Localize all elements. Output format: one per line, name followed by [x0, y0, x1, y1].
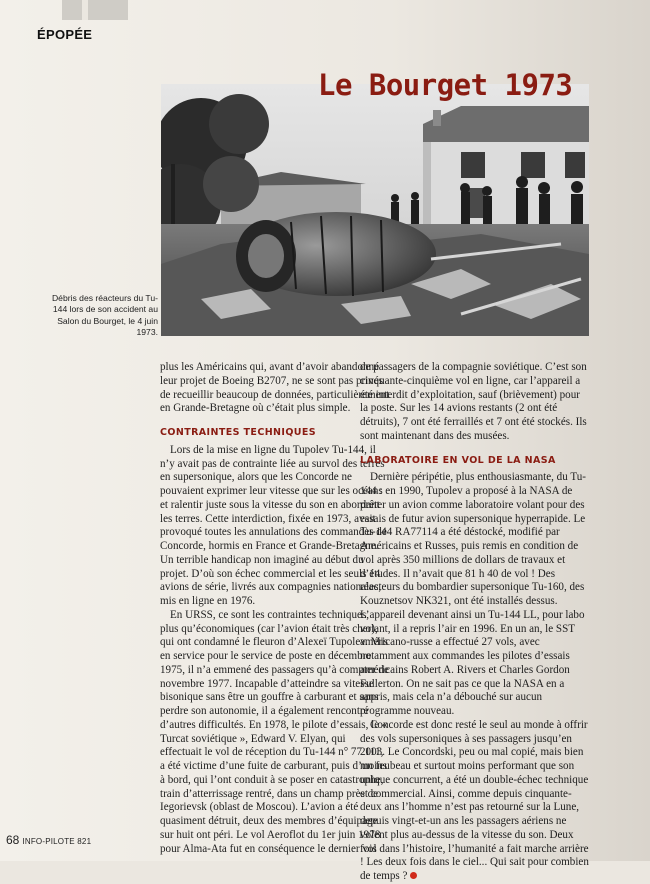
header-decoration — [62, 0, 128, 20]
left-column-paragraph: Lors de la mise en ligne du Tupolev Tu-144, il n’y avait pas de contrainte liée au survol des terres en supersonique, alors que les Concorde ne pouvaient exprimer leur vitesse que sur les océans et ralentir juste sous la vitesse du son en abordant les terres. Cette interdiction, fixée en 1973, avait provoqué toutes les annulations des commandes de Concorde, hormis en France et Grande-Bretagne. Un terrible handicap non imaginé au début du projet. D’où son échec commercial et les seuls 14 avions de série, livrés aux compagnies nationales, mis en ligne en 1976. — [160, 443, 387, 607]
right-column-paragraph: Dernière péripétie, plus enthousiasmante, du Tu-144 : en 1990, Tupolev a proposé à la NASA de prêter un avion comme laboratoire volant pour des essais de futur avion supersonique hyperrapide. Le Tu-144 RA77114 a été déstocké, modifié par Américains et Russes, puis remis en condition de vol après 350 millions de dollars de travaux et d’études. Il n’avait que 81 h 40 de vol ! Des réacteurs du bombardier supersonique Tu-160, des Kouznetsov NK321, ont été installés dessus. L’appareil devenant ainsi un Tu-144 LL, pour labo volant, il a repris l’air en 1996. En un an, le SST américano-russe a effectué 27 vols, avec notamment aux commandes les pilotes d’essais américains Robert A. Rivers et Charles Gordon Fullerton. On ne sait pas ce que la NASA en a appris, mais cela n’a débouché sur aucun programme nouveau. — [360, 471, 586, 717]
left-column-paragraph: En URSS, ce sont les contraintes techniques, plus qu’économiques (car l’avion était très cher), qui ont condamné le fleuron d’Alexeï Tupolev. Mis en service pour le service de poste en décembre 1975, il n’a emmené des passagers qu’à compter de novembre 1977. Incapable d’atteindre sa vitesse bisonique sans être un gouffre à carburant et sans perdre son autonomie, il a également rencontré d’autres difficultés. En 1978, le pilote d’essais, le « Turcat soviétique », Edward V. Elyan, qui effectuait le vol de réception du Tu-144 n° 77 111, a été victime d’une fuite de carburant, puis d’un feu à bord, qui l’ont conduit à se poser en catastrophe, train d’atterrissage rentré, dans un champ près de Iegorievsk (oblast de Moscou). L’avion a été quasiment détruit, deux des membres d’équipage sur huit ont péri. Le vol Aeroflot du 1er juin 1978 pour Alma-Ata fut en conséquence le dernier vol — [160, 608, 390, 855]
left-column-intro: plus les Américains qui, avant d’avoir abandonné leur projet de Boeing B2707, ne se sont pas privés de recueillir beaucoup de données, particulièrement en Grande-Bretagne où c’était plus simple. — [160, 361, 390, 415]
subhead-laboratoire: LABORATOIRE EN VOL DE LA NASA — [360, 454, 556, 466]
right-column-paragraph — [360, 719, 590, 884]
magazine-name: INFO-PILOTE 821 — [22, 837, 92, 846]
subhead-contraintes: CONTRAINTES TECHNIQUES — [160, 427, 317, 438]
photo-illustration — [161, 84, 589, 336]
left-column — [160, 361, 390, 856]
photo-caption: Débris des réacteurs du Tu-144 lors de son accident au Salon du Bourget, le 4 juin 1973. — [51, 293, 158, 338]
right-column — [360, 361, 590, 884]
right-column-intro: de passagers de la compagnie soviétique. C’est son cinquante-cinquième vol en ligne, car l’appareil a été interdit d’exploitation, sauf (brièvement) pour la poste. Sur les 14 avions restants (2 ont été détruits), 7 ont été ferraillés et 7 ont été stockés. Ils sont maintenant dans des musées. — [360, 361, 587, 442]
page-footer — [6, 833, 91, 847]
page-number: 68 — [6, 833, 20, 847]
section-tag: ÉPOPÉE — [37, 27, 93, 42]
crash-debris-photo — [161, 84, 589, 336]
article-title: Le Bourget 1973 — [318, 68, 573, 102]
end-mark-icon — [410, 872, 417, 879]
closing-paragraph-text: Concorde est donc resté le seul au monde à offrir des vols supersoniques à ses passagers jusqu’en 2003. Le Concordski, peu ou mal copié, mais bien moins beau et surtout moins performant que son unique concurrent, a été un double-échec technique et commercial. Ainsi, comme depuis cinquante-deux ans l’homme n’est pas retourné sur la Lune, depuis vingt-et-un ans les passagers aériens ne volent plus au-dessus de la vitesse du son. Deux fois dans l’histoire, l’humanité a fait marche arrière ! Les deux fois dans le ciel... Qui sait pour combien de temps ? — [360, 718, 589, 882]
